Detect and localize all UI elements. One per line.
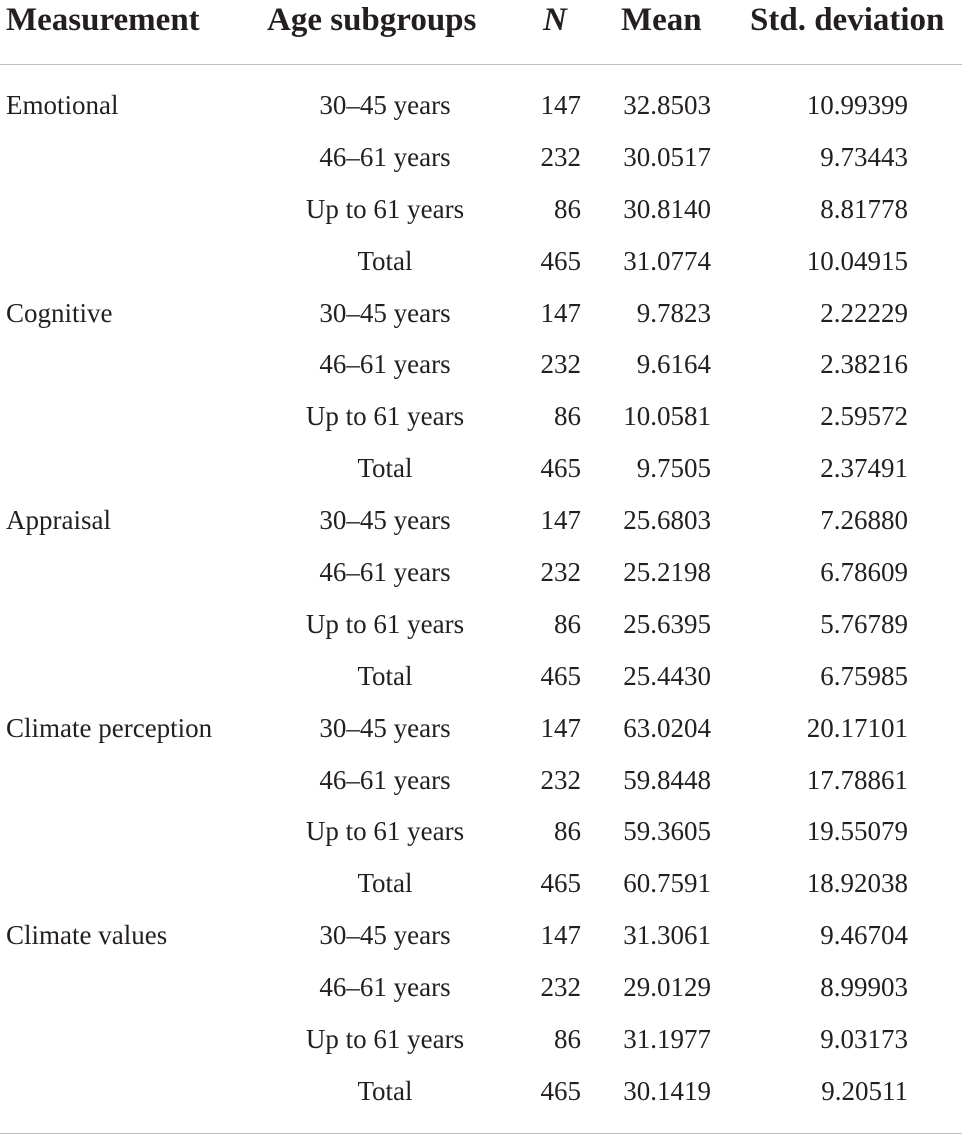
n-cell: 232 (540, 972, 581, 1003)
table-row (0, 290, 971, 342)
std-deviation-cell: 10.99399 (806, 90, 908, 120)
std-deviation-cell: 20.17101 (806, 712, 908, 743)
n-cell: 147 (540, 712, 581, 743)
std-deviation-cell: 9.73443 (820, 141, 908, 172)
measurement-label: Appraisal (6, 505, 111, 536)
n-cell: 232 (540, 764, 581, 795)
table-row (0, 445, 971, 497)
measurement-label: Cognitive (6, 297, 113, 328)
measurement-group (0, 497, 971, 705)
n-cell: 86 (554, 608, 581, 639)
table-row (0, 134, 971, 186)
n-cell: 465 (540, 453, 581, 484)
n-cell: 147 (540, 505, 581, 536)
age-subgroup-cell: 46–61 years (319, 141, 451, 172)
table-row (0, 497, 971, 549)
footer-divider (0, 1133, 962, 1134)
age-subgroup-cell: Up to 61 years (305, 193, 465, 224)
table-row (0, 601, 971, 653)
std-deviation-cell: 18.92038 (806, 868, 908, 899)
std-deviation-cell: 10.04915 (806, 245, 908, 276)
table-row (0, 549, 971, 601)
n-cell: 232 (540, 349, 581, 380)
n-cell: 147 (540, 920, 581, 951)
std-deviation-cell: 6.75985 (820, 660, 908, 691)
mean-cell: 31.0774 (623, 245, 711, 276)
table-header (0, 0, 971, 46)
age-subgroup-cell: 46–61 years (319, 557, 451, 588)
measurement-group (0, 705, 971, 913)
header-measurement: Measurement (6, 2, 200, 38)
table-row (0, 808, 971, 860)
age-subgroup-cell: Up to 61 years (305, 816, 465, 847)
std-deviation-cell: 9.46704 (820, 920, 908, 951)
std-deviation-cell: 9.03173 (820, 1024, 908, 1055)
n-cell: 86 (554, 816, 581, 847)
n-cell: 465 (540, 1075, 581, 1106)
mean-cell: 31.1977 (623, 1024, 711, 1055)
table-row (0, 964, 971, 1016)
header-mean: Mean (621, 2, 702, 38)
mean-cell: 60.7591 (623, 868, 711, 899)
table-row (0, 860, 971, 912)
table-body (0, 82, 971, 1120)
mean-cell: 32.8503 (623, 90, 711, 120)
std-deviation-cell: 9.20511 (821, 1075, 908, 1106)
table-row (0, 653, 971, 705)
n-cell: 465 (540, 660, 581, 691)
n-cell: 232 (540, 557, 581, 588)
mean-cell: 9.7505 (636, 453, 711, 484)
age-subgroup-cell: Up to 61 years (305, 608, 465, 639)
mean-cell: 9.6164 (636, 349, 711, 380)
mean-cell: 30.8140 (623, 193, 711, 224)
header-divider (0, 64, 962, 65)
age-subgroup-cell: 30–45 years (319, 920, 451, 951)
n-cell: 86 (554, 193, 581, 224)
std-deviation-cell: 6.78609 (820, 557, 908, 588)
n-cell: 147 (540, 297, 581, 328)
table-row (0, 705, 971, 757)
age-subgroup-cell: 30–45 years (319, 90, 451, 120)
std-deviation-cell: 19.55079 (806, 816, 908, 847)
n-cell: 465 (540, 245, 581, 276)
age-subgroup-cell: 30–45 years (319, 297, 451, 328)
mean-cell: 63.0204 (623, 712, 711, 743)
std-deviation-cell: 2.59572 (820, 401, 908, 432)
age-subgroup-cell: 46–61 years (319, 972, 451, 1003)
measurement-label: Climate perception (6, 712, 213, 743)
mean-cell: 30.0517 (623, 141, 711, 172)
mean-cell: 25.4430 (623, 660, 711, 691)
std-deviation-cell: 2.38216 (820, 349, 908, 380)
age-subgroup-cell: 30–45 years (319, 505, 451, 536)
n-cell: 232 (540, 141, 581, 172)
measurement-label: Climate values (6, 920, 168, 951)
age-subgroup-cell: 30–45 years (319, 712, 451, 743)
mean-cell: 29.0129 (623, 972, 711, 1003)
measurement-label: Emotional (6, 90, 119, 120)
n-cell: 86 (554, 401, 581, 432)
header-n: N (543, 2, 567, 38)
n-cell: 86 (554, 1024, 581, 1055)
measurement-group (0, 912, 971, 1120)
mean-cell: 59.8448 (623, 764, 711, 795)
mean-cell: 9.7823 (636, 297, 711, 328)
mean-cell: 59.3605 (623, 816, 711, 847)
age-subgroup-cell: Total (357, 868, 413, 899)
std-deviation-cell: 5.76789 (820, 608, 908, 639)
table-row (0, 912, 971, 964)
std-deviation-cell: 8.99903 (820, 972, 908, 1003)
age-subgroup-cell: 46–61 years (319, 764, 451, 795)
std-deviation-cell: 2.22229 (820, 297, 908, 328)
table-row (0, 1068, 971, 1120)
std-deviation-cell: 8.81778 (820, 193, 908, 224)
table-row (0, 82, 971, 134)
mean-cell: 25.6803 (623, 505, 711, 536)
n-cell: 147 (540, 90, 581, 120)
table-row (0, 1016, 971, 1068)
mean-cell: 25.2198 (623, 557, 711, 588)
std-deviation-cell: 2.37491 (820, 453, 908, 484)
age-subgroup-cell: Total (357, 660, 413, 691)
header-std-deviation: Std. deviation (750, 2, 945, 38)
std-deviation-cell: 7.26880 (820, 505, 908, 536)
age-subgroup-cell: Total (357, 1075, 413, 1106)
age-subgroup-cell: 46–61 years (319, 349, 451, 380)
table-row (0, 238, 971, 290)
mean-cell: 10.0581 (623, 401, 711, 432)
measurement-group (0, 82, 971, 290)
table-row (0, 757, 971, 809)
mean-cell: 31.3061 (623, 920, 711, 951)
measurement-group (0, 290, 971, 498)
age-subgroup-cell: Total (357, 245, 413, 276)
age-subgroup-cell: Total (357, 453, 413, 484)
n-cell: 465 (540, 868, 581, 899)
table-row (0, 186, 971, 238)
header-age-subgroups: Age subgroups (267, 2, 477, 38)
table-row (0, 393, 971, 445)
table-row (0, 341, 971, 393)
std-deviation-cell: 17.78861 (806, 764, 908, 795)
mean-cell: 25.6395 (623, 608, 711, 639)
age-subgroup-cell: Up to 61 years (305, 401, 465, 432)
age-subgroup-cell: Up to 61 years (305, 1024, 465, 1055)
mean-cell: 30.1419 (623, 1075, 711, 1106)
